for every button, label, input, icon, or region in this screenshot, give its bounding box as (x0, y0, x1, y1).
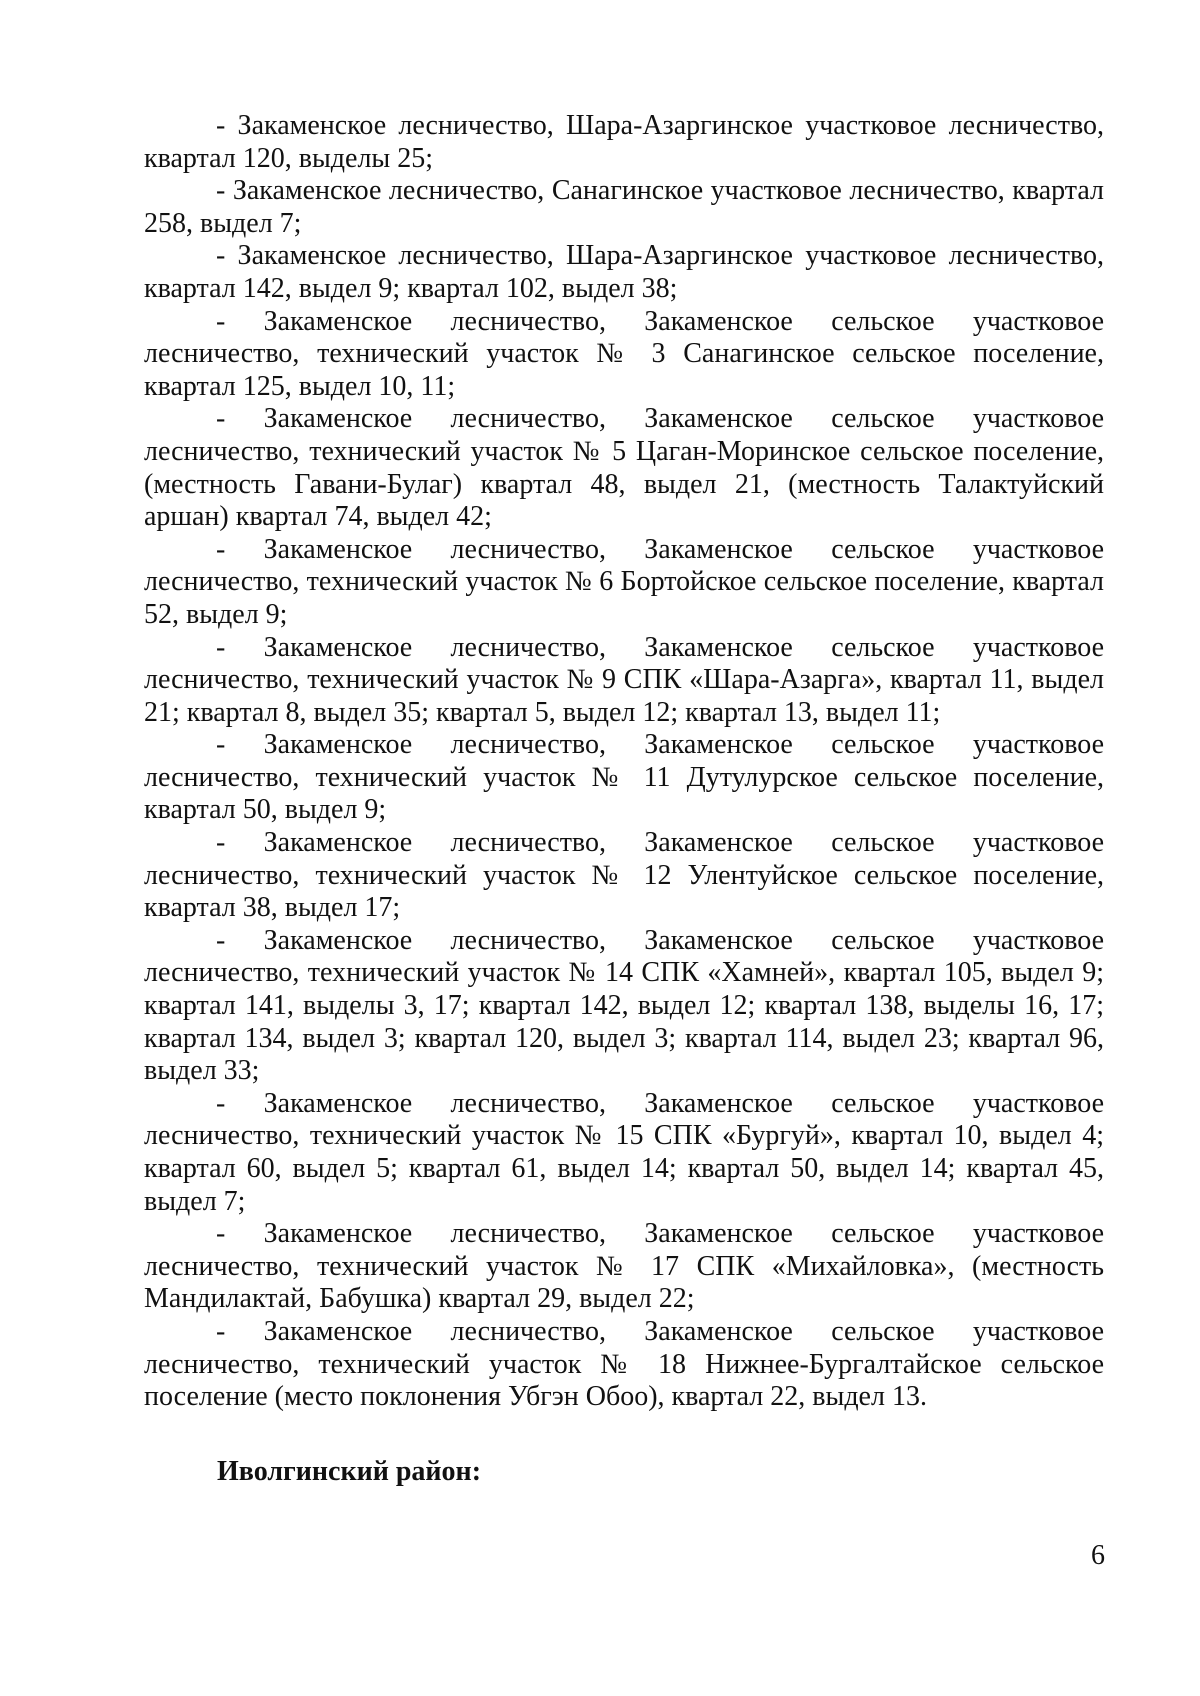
forestry-item: - Закаменское лесничество, Закаменское сельское участковое лесничество, технический участок № 15 СПК «Бургуй», квартал 10, выдел 4; квартал 60, выдел 5; квартал 61, выдел 14; квартал 50, выдел 14; квартал 45, выдел 7; (144, 1087, 1104, 1217)
forestry-item: - Закаменское лесничество, Закаменское сельское участковое лесничество, технический участок № 3 Санагинское сельское поселение, квартал 125, выдел 10, 11; (144, 305, 1104, 402)
page-number: 6 (1091, 1540, 1105, 1571)
forestry-item: - Закаменское лесничество, Закаменское сельское участковое лесничество, технический участок № 5 Цаган-Моринское сельское поселение, (местность Гавани-Булаг) квартал 48, выдел 21, (местность Талактуйский аршан) квартал 74, выдел 42; (144, 403, 1104, 533)
forestry-item: - Закаменское лесничество, Закаменское сельское участковое лесничество, технический участок № 11 Дутулурское сельское поселение, квартал 50, выдел 9; (144, 729, 1104, 826)
forestry-item: - Закаменское лесничество, Закаменское сельское участковое лесничество, технический участок № 17 СПК «Михайловка», (местность Мандилактай, Бабушка) квартал 29, выдел 22; (144, 1218, 1104, 1315)
section-heading: Иволгинский район: (217, 1456, 482, 1487)
forestry-item: - Закаменское лесничество, Закаменское сельское участковое лесничество, технический участок № 18 Нижнее-Бургалтайское сельское поселение (место поклонения Убгэн Обоо), квартал 22, выдел 13. (144, 1315, 1104, 1413)
forestry-item: - Закаменское лесничество, Закаменское сельское участковое лесничество, технический участок № 14 СПК «Хамней», квартал 105, выдел 9; квартал 141, выделы 3, 17; квартал 142, выдел 12; квартал 138, выделы 16, 17; квартал 134, выдел 3; квартал 120, выдел 3; квартал 114, выдел 23; квартал 96, выдел 33; (144, 924, 1104, 1087)
forestry-list (144, 110, 1104, 1414)
forestry-item: - Закаменское лесничество, Шара-Азаргинское участковое лесничество, квартал 120, выделы 25; (144, 110, 1104, 174)
forestry-item: - Закаменское лесничество, Закаменское сельское участковое лесничество, технический участок № 12 Улентуйское сельское поселение, квартал 38, выдел 17; (144, 827, 1104, 924)
forestry-item: - Закаменское лесничество, Закаменское сельское участковое лесничество, технический участок № 9 СПК «Шара-Азарга», квартал 11, выдел 21; квартал 8, выдел 35; квартал 5, выдел 12; квартал 13, выдел 11; (144, 631, 1104, 728)
forestry-item: - Закаменское лесничество, Шара-Азаргинское участковое лесничество, квартал 142, выдел 9; квартал 102, выдел 38; (144, 240, 1104, 304)
forestry-item: - Закаменское лесничество, Санагинское участковое лесничество, квартал 258, выдел 7; (144, 175, 1104, 239)
forestry-item: - Закаменское лесничество, Закаменское сельское участковое лесничество, технический участок № 6 Бортойское сельское поселение, квартал 52, выдел 9; (144, 533, 1104, 630)
